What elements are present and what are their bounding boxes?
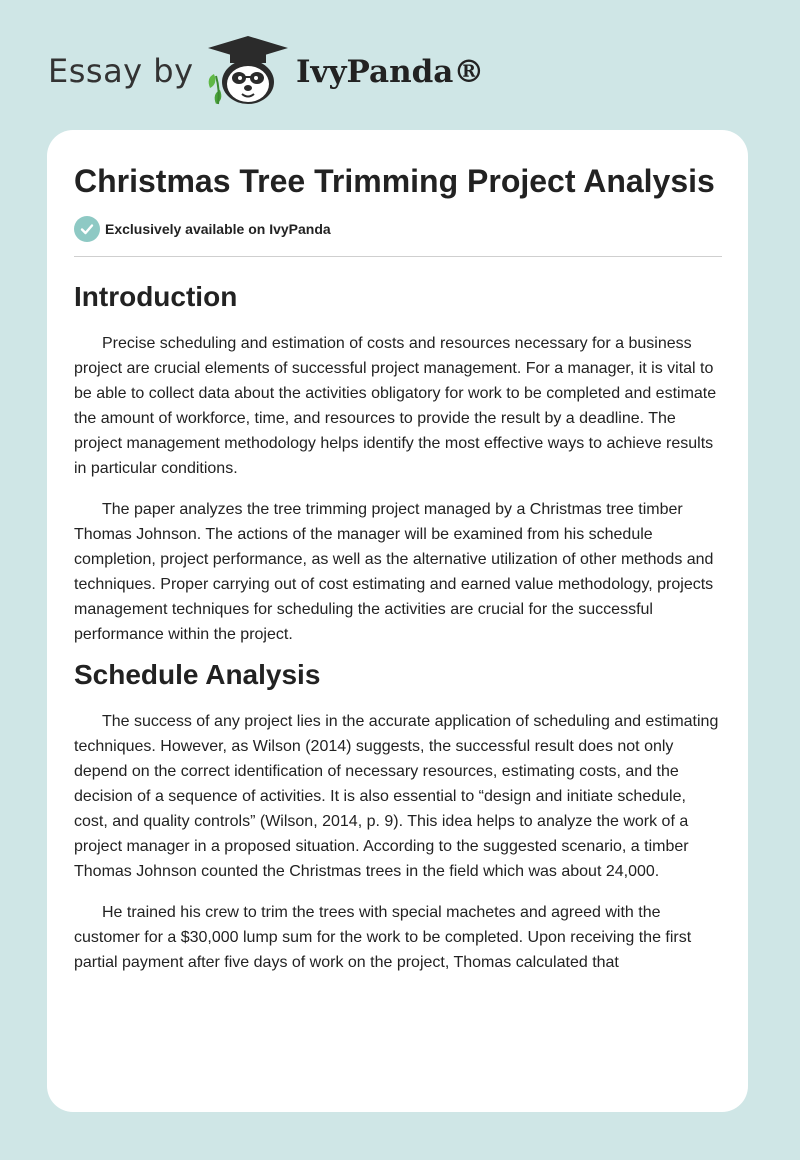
- ivypanda-logo-icon[interactable]: [200, 34, 292, 110]
- paragraph: Precise scheduling and estimation of costs and resources necessary for a business project are crucial elements of successful project management. For a manager, it is vital to be able to collect data about the activities obligatory for work to be completed and estimate the amount of workforce, time, and resources to provide the result by a deadline. The project management methodology helps identify the most effective ways to achieve results in particular conditions.: [74, 335, 717, 477]
- brand-name[interactable]: IvyPanda®: [296, 54, 485, 90]
- essay-title: Christmas Tree Trimming Project Analysis: [74, 163, 715, 199]
- essay-content: [74, 160, 722, 975]
- essay-card: [47, 130, 748, 1112]
- divider: [74, 256, 722, 257]
- site-header: [48, 34, 508, 114]
- section-heading-schedule-analysis: Schedule Analysis: [74, 659, 321, 690]
- exclusive-badge: [74, 216, 722, 242]
- essay-by-label: Essay by: [48, 52, 194, 90]
- exclusive-label: Exclusively available on IvyPanda: [105, 221, 331, 237]
- paragraph: He trained his crew to trim the trees with special machetes and agreed with the customer for a $30,000 lump sum for the work to be completed. Upon receiving the first partial payment after five days of work on the project, Thomas calculated that: [74, 904, 692, 971]
- paragraph: The success of any project lies in the accurate application of scheduling and estimating techniques. However, as Wilson (2014) suggests, the successful result does not only depend on the correct identification of necessary resources, estimating costs, and the decision of a sequence of activities. It is also essential to “design and initiate schedule, cost, and quality controls” (Wilson, 2014, p. 9). This idea helps to analyze the work of a project manager in a proposed situation. According to the suggested scenario, a timber Thomas Johnson counted the Christmas trees in the field which was about 24,000.: [74, 713, 719, 880]
- paragraph: The paper analyzes the tree trimming project managed by a Christmas tree timber Thomas Johnson. The actions of the manager will be examined from his schedule completion, project performance, as well as the alternative utilization of other methods and techniques. Proper carrying out of cost estimating and earned value methodology, projects management techniques for scheduling the activities are crucial for the successful performance within the project.: [74, 501, 714, 643]
- check-icon: [74, 216, 100, 242]
- section-heading-introduction: Introduction: [74, 281, 238, 312]
